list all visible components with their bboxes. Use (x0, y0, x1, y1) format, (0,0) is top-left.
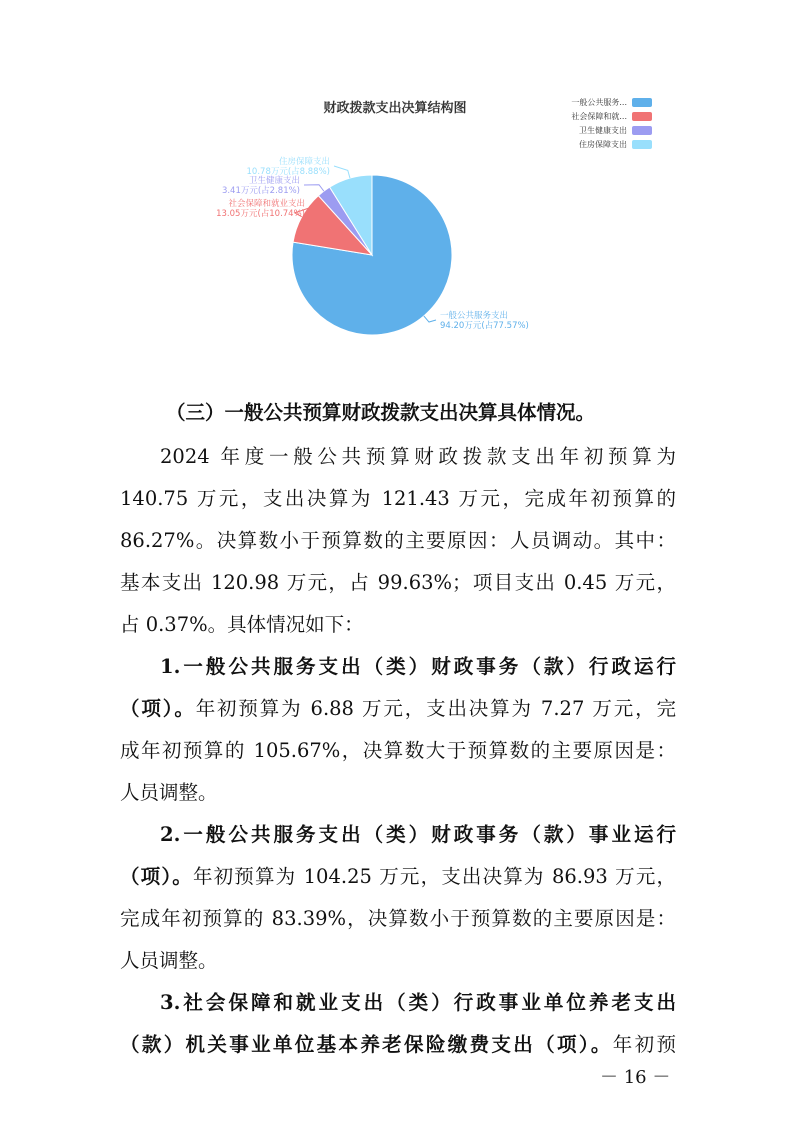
legend-swatch (632, 112, 652, 121)
pie-chart (0, 0, 793, 370)
item-2-line (120, 858, 676, 896)
legend-item-label: 一般公共服务... (571, 98, 627, 107)
chart-title: 财政拨款支出决算结构图 (323, 101, 467, 116)
pie-slices (292, 175, 452, 335)
paragraph-line: 140.75 万元，支出决算为 121.43 万元，完成年初预算的 (120, 487, 676, 510)
pie-label-value: 10.78万元(占8.88%) (246, 167, 330, 177)
pie-leader-line (304, 185, 324, 191)
item-2-line: 完成年初预算的 83.39%，决算数小于预算数的主要原因是： (120, 907, 676, 930)
pie-label-name: 社会保障和就业支出 (228, 199, 305, 209)
item-1-line: 人员调整。 (120, 781, 218, 804)
paragraph-line: 2024 年度一般公共预算财政拨款支出年初预算为 (160, 445, 676, 468)
paragraph-line: 占 0.37%。具体情况如下： (120, 613, 364, 636)
legend-swatch (632, 140, 652, 149)
item-3-line (120, 1026, 676, 1064)
item-1-line (120, 690, 676, 728)
item-1-title-end: （项）。 (120, 697, 196, 720)
item-1-title: 1.一般公共服务支出（类）财政事务（款）行政运行 (160, 655, 676, 678)
item-1-line: 成年初预算的 105.67%，决算数大于预算数的主要原因是： (120, 739, 676, 762)
section-heading: （三）一般公共预算财政拨款支出决算具体情况。 (166, 401, 596, 424)
paragraph-line: 基本支出 120.98 万元，占 99.63%；项目支出 0.45 万元， (120, 571, 676, 594)
pie-leader-line (334, 166, 350, 178)
pie-label-name: 卫生健康支出 (248, 176, 300, 186)
legend-item-label: 住房保障支出 (579, 140, 627, 149)
legend-swatch (632, 98, 652, 107)
pie-label-value: 94.20万元(占77.57%) (440, 321, 529, 331)
item-2-title-end: （项）。 (120, 865, 193, 888)
pie-label-value: 3.41万元(占2.81%) (221, 186, 300, 196)
legend-swatch (632, 126, 652, 135)
chart-legend (571, 97, 652, 149)
page-number: － 16 － (600, 1067, 671, 1088)
pie-label-name: 一般公共服务支出 (440, 311, 509, 321)
pie-leader-line (424, 316, 436, 322)
item-2-title: 2.一般公共服务支出（类）财政事务（款）事业运行 (160, 823, 676, 846)
item-2-text: 年初预算为 104.25 万元，支出决算为 86.93 万元， (192, 865, 676, 888)
pie-label-name: 住房保障支出 (278, 157, 330, 167)
paragraph-line: 86.27%。决算数小于预算数的主要原因：人员调动。其中： (120, 529, 676, 552)
legend-item-label: 社会保障和就... (571, 112, 627, 121)
item-1-text: 年初预算为 6.88 万元，支出决算为 7.27 万元，完 (195, 697, 676, 720)
item-3-text: 年初预 (612, 1033, 676, 1056)
item-3-title-end: （款）机关事业单位基本养老保险缴费支出（项）。 (120, 1033, 613, 1056)
legend-item-label: 卫生健康支出 (579, 126, 627, 135)
pie-label-value: 13.05万元(占10.74%) (216, 209, 305, 219)
item-2-line: 人员调整。 (120, 949, 218, 972)
pie-chart-svg (0, 0, 793, 370)
item-3-title: 3.社会保障和就业支出（类）行政事业单位养老支出 (160, 991, 676, 1014)
